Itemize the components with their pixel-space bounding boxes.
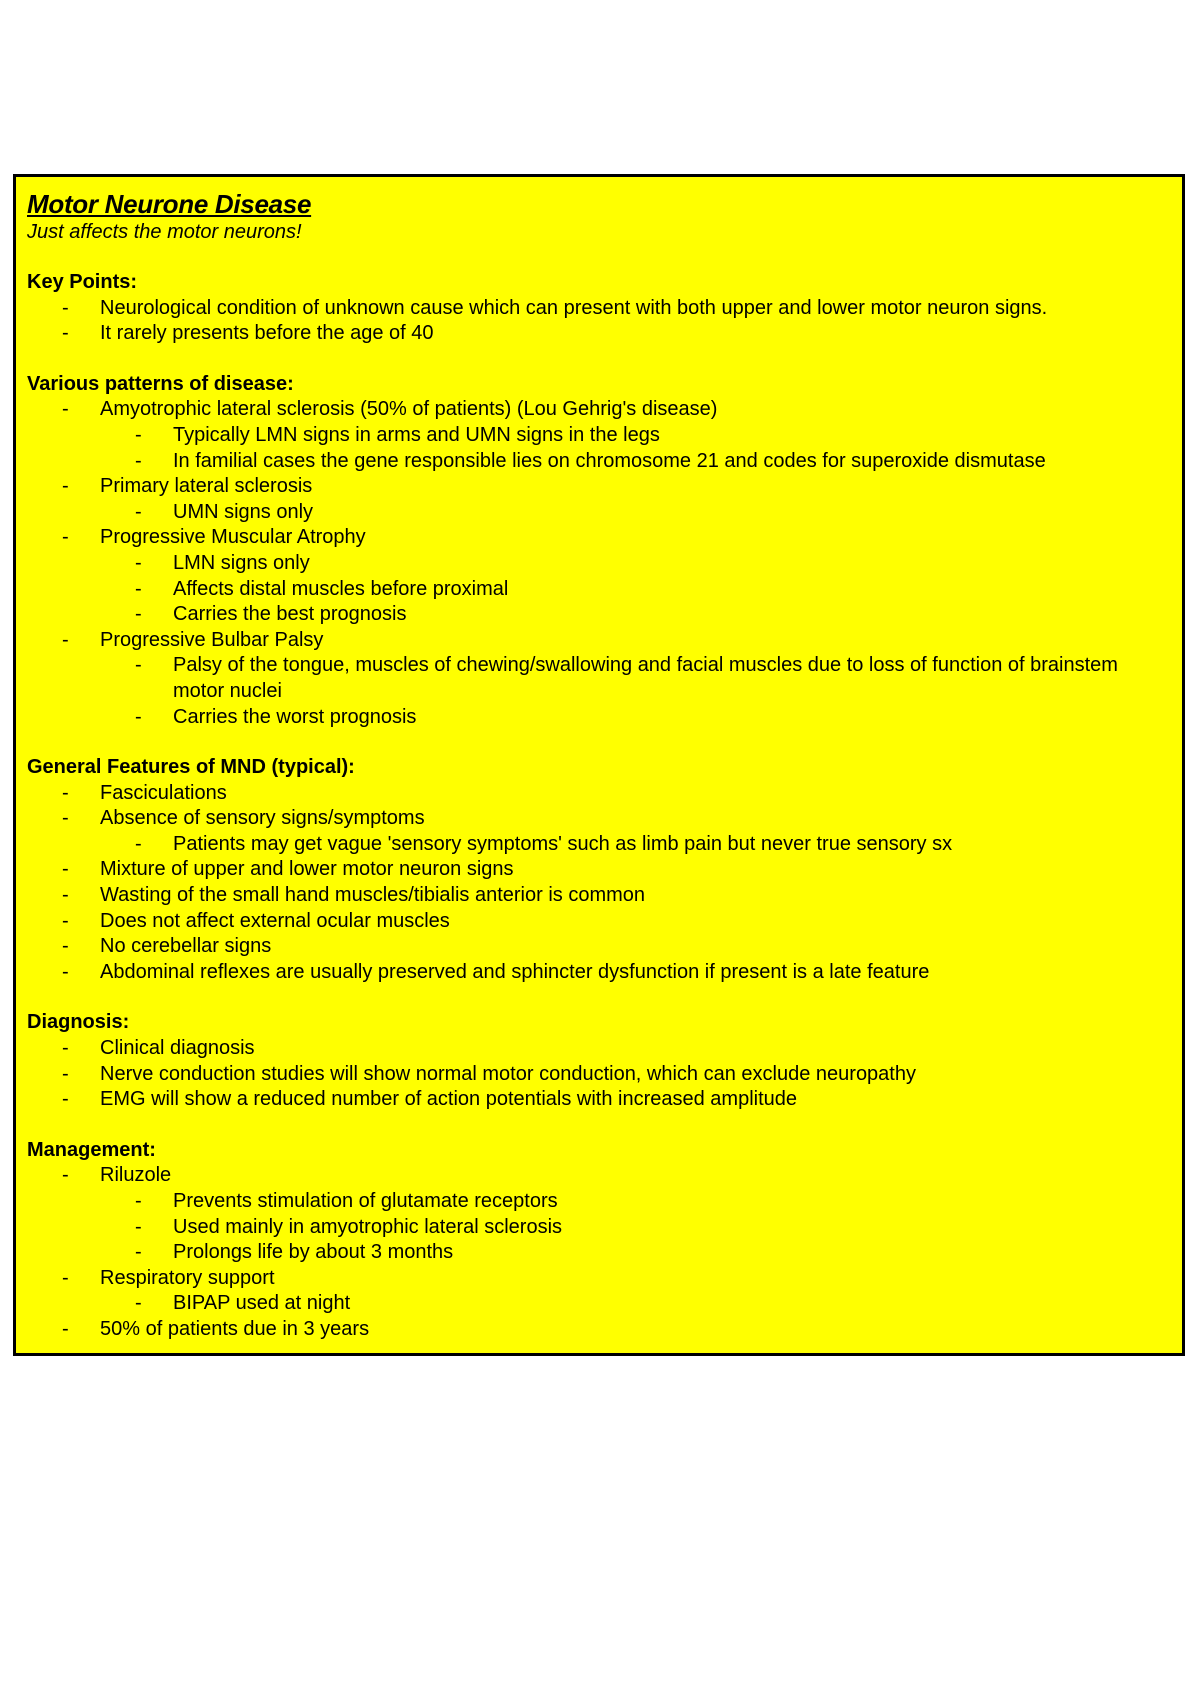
sub-list-item <box>100 423 1172 449</box>
sub-bullet-list <box>100 500 1172 526</box>
sub-list-item-text: Palsy of the tongue, muscles of chewing/swallowing and facial muscles due to loss of function of brainstem motor nuclei <box>173 654 1118 702</box>
dash-bullet-icon: - <box>62 296 69 319</box>
sub-list-item-text: Carries the worst prognosis <box>173 705 417 728</box>
dash-bullet-icon: - <box>135 705 142 728</box>
sub-list-item-text: Carries the best prognosis <box>173 603 407 626</box>
list-item <box>27 321 1172 347</box>
list-item-text: 50% of patients due in 3 years <box>100 1317 370 1340</box>
section-heading: Diagnosis: <box>27 1011 130 1034</box>
sub-list-item <box>100 705 1172 731</box>
list-item <box>27 296 1172 322</box>
list-item <box>27 806 1172 857</box>
dash-bullet-icon: - <box>135 577 142 600</box>
dash-bullet-icon: - <box>62 1266 69 1289</box>
sub-list-item-text: Typically LMN signs in arms and UMN signs in the legs <box>173 423 660 446</box>
list-item <box>27 883 1172 909</box>
section-management <box>27 1138 1172 1343</box>
sub-list-item-text: In familial cases the gene responsible lies on chromosome 21 and codes for superoxide dismutase <box>173 449 1046 472</box>
dash-bullet-icon: - <box>62 781 69 804</box>
dash-bullet-icon: - <box>62 884 69 907</box>
list-item <box>27 934 1172 960</box>
sub-list-item <box>100 602 1172 628</box>
bullet-list <box>27 397 1172 730</box>
list-item <box>27 857 1172 883</box>
sub-list-item-text: Patients may get vague 'sensory symptoms' such as limb pain but never true sensory sx <box>173 832 953 855</box>
dash-bullet-icon: - <box>135 1241 142 1264</box>
sub-list-item-text: LMN signs only <box>173 551 310 574</box>
bullet-list <box>27 1036 1172 1113</box>
sub-bullet-list <box>100 551 1172 628</box>
list-item <box>27 960 1172 986</box>
dash-bullet-icon: - <box>62 1037 69 1060</box>
list-item-text: Wasting of the small hand muscles/tibialis anterior is common <box>100 884 646 907</box>
sub-list-item <box>100 551 1172 577</box>
dash-bullet-icon: - <box>62 1088 69 1111</box>
list-item-text: Does not affect external ocular muscles <box>100 909 450 932</box>
sub-list-item <box>100 449 1172 475</box>
sub-bullet-list <box>100 423 1172 474</box>
dash-bullet-icon: - <box>62 935 69 958</box>
sub-bullet-list <box>100 832 1172 858</box>
sub-list-item-text: Prevents stimulation of glutamate receptors <box>173 1190 558 1212</box>
dash-bullet-icon: - <box>62 526 69 549</box>
bullet-list <box>27 1163 1172 1342</box>
sub-list-item <box>100 1240 1172 1266</box>
sub-list-item <box>100 500 1172 526</box>
dash-bullet-icon: - <box>62 398 69 421</box>
list-item-text: It rarely presents before the age of 40 <box>100 322 434 345</box>
dash-bullet-icon: - <box>135 832 142 855</box>
list-item-text: Progressive Muscular Atrophy <box>100 526 366 549</box>
dash-bullet-icon: - <box>135 603 142 626</box>
dash-bullet-icon: - <box>62 1062 69 1085</box>
dash-bullet-icon: - <box>135 449 142 472</box>
section-heading: Various patterns of disease: <box>27 372 294 395</box>
sub-bullet-list <box>100 1189 1172 1266</box>
dash-bullet-icon: - <box>135 654 142 677</box>
list-item <box>27 1163 1172 1265</box>
list-item-text: Absence of sensory signs/symptoms <box>100 807 425 830</box>
list-item-text: No cerebellar signs <box>100 935 272 958</box>
dash-bullet-icon: - <box>62 960 69 983</box>
list-item <box>27 1317 1172 1343</box>
sub-list-item <box>100 1189 1172 1215</box>
sub-list-item <box>100 653 1172 704</box>
section-general-features-of-mnd-typical <box>27 755 1172 985</box>
section-diagnosis <box>27 1010 1172 1112</box>
list-item <box>27 525 1172 627</box>
list-item <box>27 1266 1172 1317</box>
dash-bullet-icon: - <box>135 551 142 574</box>
sub-list-item-text: UMN signs only <box>173 500 314 523</box>
section-heading: Management: <box>27 1138 156 1161</box>
sub-list-item-text: Prolongs life by about 3 months <box>173 1241 454 1264</box>
section-various-patterns-of-disease <box>27 372 1172 730</box>
list-item-text: EMG will show a reduced number of action potentials with increased amplitude <box>100 1088 798 1111</box>
sub-list-item-text: BIPAP used at night <box>173 1292 351 1315</box>
list-item <box>27 628 1172 730</box>
list-item-text: Primary lateral sclerosis <box>100 475 313 498</box>
list-item-text: Abdominal reflexes are usually preserved and sphincter dysfunction if present is a late feature <box>100 960 930 983</box>
dash-bullet-icon: - <box>135 423 142 446</box>
dash-bullet-icon: - <box>62 807 69 830</box>
document-subtitle: Just affects the motor neurons! <box>27 221 302 243</box>
list-item <box>27 1062 1172 1088</box>
list-item-text: Riluzole <box>100 1164 172 1187</box>
dash-bullet-icon: - <box>135 1190 142 1212</box>
bullet-list <box>27 296 1172 347</box>
dash-bullet-icon: - <box>135 1215 142 1238</box>
list-item <box>27 1087 1172 1113</box>
notes-box <box>13 174 1185 1356</box>
list-item <box>27 1036 1172 1062</box>
sub-list-item <box>100 1291 1172 1317</box>
sub-list-item <box>100 1215 1172 1241</box>
sections-container <box>27 270 1172 1343</box>
dash-bullet-icon: - <box>62 322 69 345</box>
sub-bullet-list <box>100 653 1172 730</box>
sub-list-item-text: Affects distal muscles before proximal <box>173 577 509 600</box>
list-item <box>27 474 1172 525</box>
dash-bullet-icon: - <box>62 1317 69 1340</box>
list-item-text: Neurological condition of unknown cause which can present with both upper and lower motor neuron signs. <box>100 296 1048 319</box>
dash-bullet-icon: - <box>135 500 142 523</box>
dash-bullet-icon: - <box>135 1292 142 1315</box>
list-item <box>27 909 1172 935</box>
list-item-text: Clinical diagnosis <box>100 1037 255 1060</box>
sub-list-item-text: Used mainly in amyotrophic lateral sclerosis <box>173 1215 563 1238</box>
sub-bullet-list <box>100 1291 1172 1317</box>
document-title: Motor Neurone Disease <box>27 189 312 219</box>
list-item-text: Nerve conduction studies will show normal motor conduction, which can exclude neuropathy <box>100 1062 916 1085</box>
dash-bullet-icon: - <box>62 628 69 651</box>
list-item-text: Fasciculations <box>100 781 227 804</box>
list-item-text: Progressive Bulbar Palsy <box>100 628 324 651</box>
dash-bullet-icon: - <box>62 858 69 881</box>
sub-list-item <box>100 832 1172 858</box>
list-item-text: Respiratory support <box>100 1266 275 1289</box>
bullet-list <box>27 781 1172 986</box>
dash-bullet-icon: - <box>62 1164 69 1187</box>
section-heading: General Features of MND (typical): <box>27 756 355 779</box>
dash-bullet-icon: - <box>62 475 69 498</box>
dash-bullet-icon: - <box>62 909 69 932</box>
sub-list-item <box>100 577 1172 603</box>
list-item-text: Amyotrophic lateral sclerosis (50% of patients) (Lou Gehrig's disease) <box>100 398 718 421</box>
section-key-points <box>27 270 1172 347</box>
section-heading: Key Points: <box>27 271 138 293</box>
list-item <box>27 397 1172 474</box>
list-item <box>27 781 1172 807</box>
list-item-text: Mixture of upper and lower motor neuron signs <box>100 858 514 881</box>
